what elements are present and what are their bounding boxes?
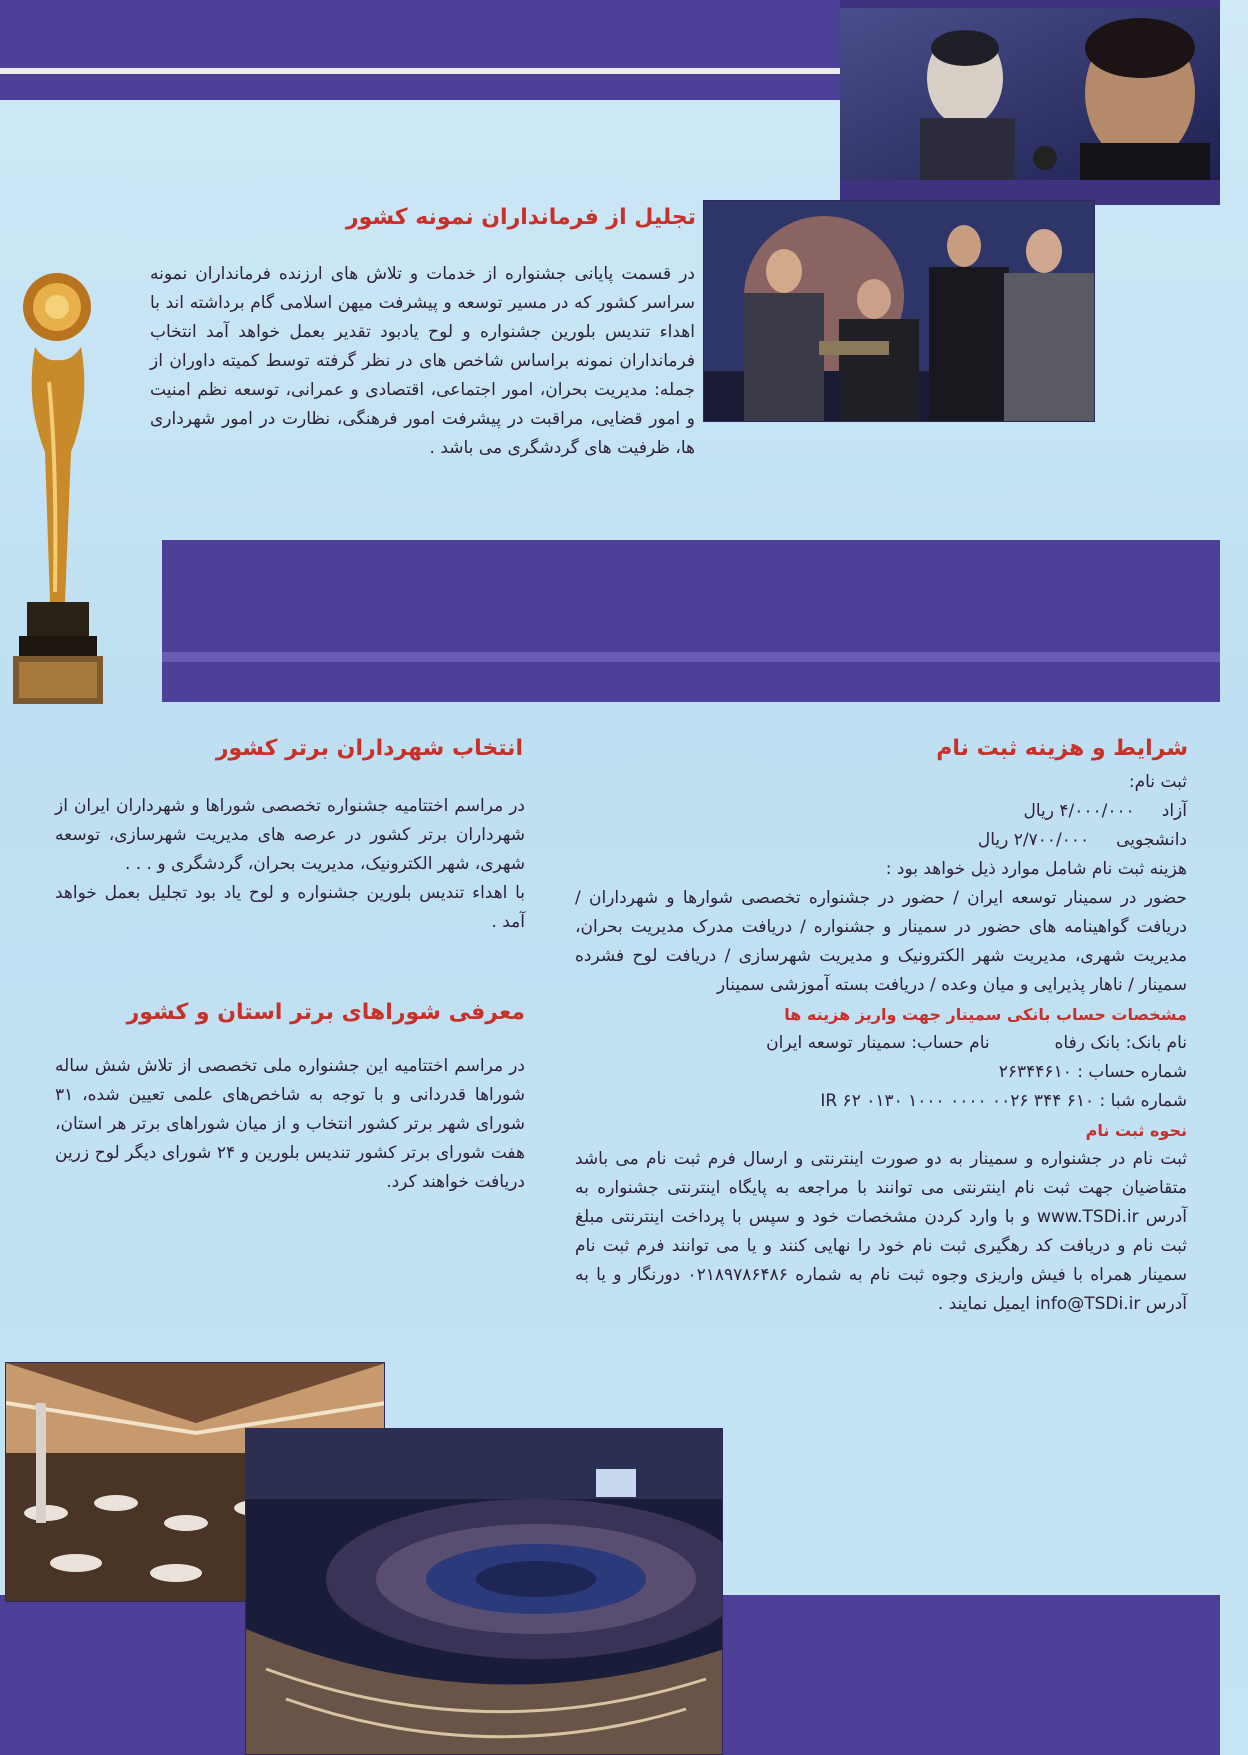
sheba-row — [575, 1087, 1187, 1116]
portrait-photo — [840, 8, 1220, 180]
fee-free-label: آزاد — [1161, 801, 1187, 821]
registration-label: ثبت نام: — [1128, 772, 1187, 792]
middle-band — [162, 540, 1220, 702]
top-band — [0, 0, 840, 100]
account-number: شماره حساب : ۲۶۳۴۴۶۱۰ — [998, 1062, 1187, 1082]
howto-body: ثبت نام در جشنواره و سمینار به دو صورت اینترنتی و ارسال فرم ثبت نام می باشد متقاضیان جهت ثبت نام اینترنتی می توانند با مراجعه به پایگاه اینترنتی جشنواره به آدرس www.TSDi.ir و با وارد کردن مشخصات خود و سپس با پرداخت اینترنتی مبلغ ثبت نام و دریافت کد رهگیری ثبت نام خود را نهایی کنند و یا می توانند فرم ثبت نام سمینار همراه با فیش واریزی وجوه ثبت نام به شماره ۰۲۱۸۹۷۸۶۴۸۶ دورنگار و یا به آدرس info@TSDi.ir ایمیل نمایند . — [575, 1149, 1187, 1314]
award-ceremony-photo — [703, 200, 1095, 422]
mayors-heading: انتخاب شهرداران برتر کشور — [215, 736, 523, 761]
includes-intro: هزینه ثبت نام شامل موارد ذیل خواهد بود : — [885, 859, 1187, 879]
mayors-body: در مراسم اختتامیه جشنواره تخصصی شوراها و شهرداران ایران از شهرداران برتر کشور در عرصه های مدیریت شهرسازی، توسعه شهری، شهر الکترونیک، مدیریت بحران، گردشگری و . . . — [55, 796, 525, 874]
mayors-block — [55, 792, 525, 937]
fee-free-value: ۴/۰۰۰/۰۰۰ ریال — [1023, 801, 1135, 821]
fee-student-row — [575, 826, 1187, 855]
councils-body: در مراسم اختتامیه این جشنواره ملی تخصصی از تلاش شش ساله شوراها قدردانی و با توجه به شاخص‌های علمی تعیین شده، ۳۱ شورای شهر برتر کشور انتخاب و از میان شوراهای برتر هر استان، هفت شورای برتر کشور تندیس بلورین و ۲۴ شورای دیگر لوح زرین دریافت خواهند کرد. — [55, 1056, 525, 1192]
trophy-image — [5, 262, 110, 707]
sheba-value: IR ۶۲ ۰۱۳۰ ۱۰۰۰ ۰۰۰۰ ۰۰۲۶ ۳۴۴ ۶۱۰ — [820, 1091, 1095, 1111]
mayors-body-2: با اهداء تندیس بلورین جشنواره و لوح یاد بود تجلیل بعمل خواهد آمد . — [55, 883, 525, 932]
howto-heading: نحوه ثبت نام — [1085, 1121, 1187, 1140]
top-stripe — [0, 68, 840, 74]
fee-free-row — [575, 797, 1187, 826]
sheba-label: شماره شبا : — [1099, 1091, 1187, 1111]
bank-name: نام بانک: بانک رفاه — [1054, 1033, 1187, 1053]
registration-block — [575, 768, 1187, 1319]
conference-hall-photo — [245, 1428, 723, 1755]
fee-student-value: ۲/۷۰۰/۰۰۰ ریال — [977, 830, 1090, 850]
councils-heading: معرفی شوراهای برتر استان و کشور — [126, 1000, 525, 1025]
registration-heading: شرایط و هزینه ثبت نام — [936, 736, 1188, 761]
bank-row — [575, 1029, 1187, 1058]
middle-stripe — [162, 652, 1220, 662]
leaders-heading: تجلیل از فرمانداران نمونه کشور — [345, 205, 696, 230]
leaders-body: در قسمت پایانی جشنواره از خدمات و تلاش های ارزنده فرمانداران نمونه سراسر کشور که در مسیر توسعه و پیشرفت میهن اسلامی گام برداشته اند با اهداء تندیس بلورین جشنواره و لوح یادبود تقدیر بعمل خواهد آمد انتخاب فرمانداران نمونه براساس شاخص های در نظر گرفته توسط کمیته داوران از جمله: مدیریت بحران، امور اجتماعی، اقتصادی و عمرانی، توسعه نظم امنیت و امور قضایی، مراقبت در پیشرفت امور فرهنگی، نظارت در امور شهرداری ها، ظرفیت های گردشگری می باشد . — [150, 264, 695, 458]
fee-student-label: دانشجویی — [1116, 830, 1187, 850]
includes-body: حضور در سمینار توسعه ایران / حضور در جشنواره تخصصی شوارها و شهرداران / دریافت گواهینامه های حضور در سمینار و جشنواره / دریافت مدرک مدیریت بحران، مدیریت شهری، مدیریت شهر الکترونیک و مدیریت شهرسازی / دریافت لوح فشرده سمینار / ناهار پذیرایی و میان وعده / دریافت بسته آموزشی سمینار — [575, 888, 1187, 995]
account-name: نام حساب: سمینار توسعه ایران — [766, 1033, 990, 1053]
bank-heading: مشخصات حساب بانکی سمینار جهت واریز هزینه ها — [784, 1005, 1187, 1024]
